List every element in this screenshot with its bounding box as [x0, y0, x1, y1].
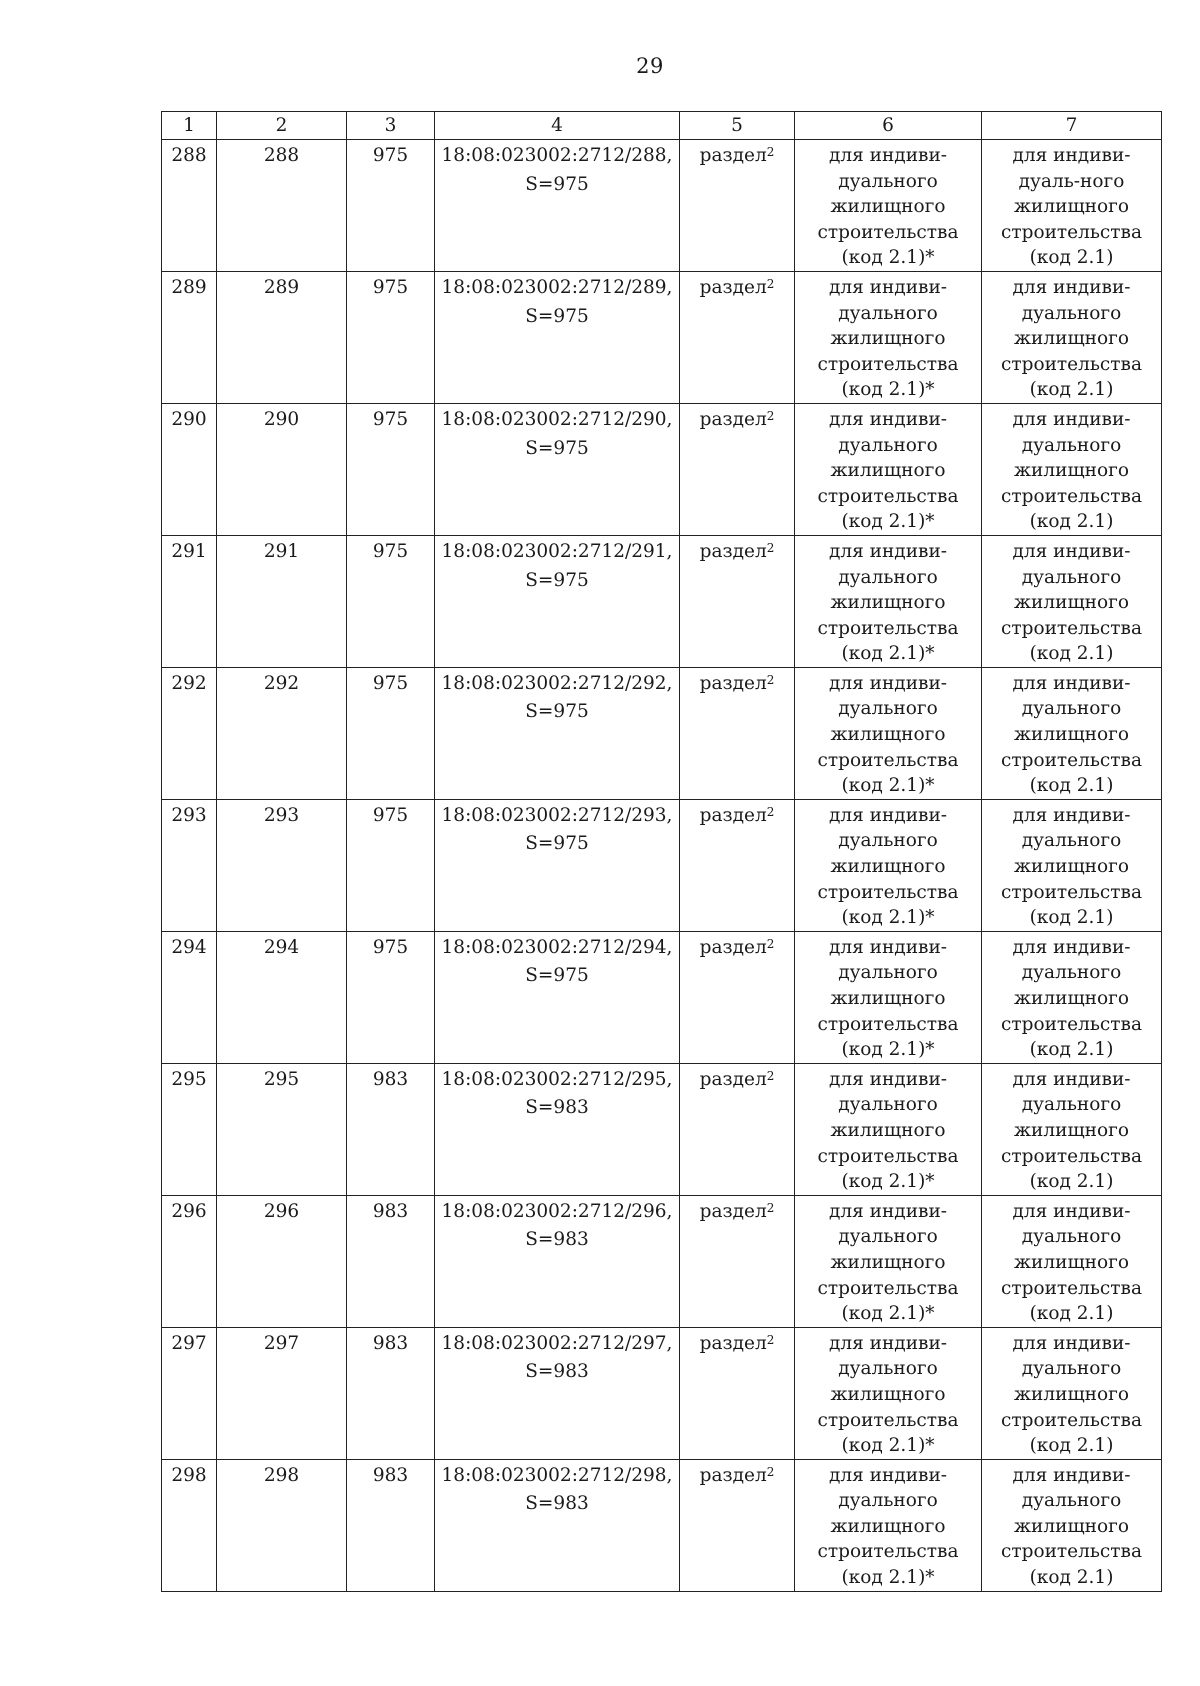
classifier-use-line: для индиви-: [1012, 1200, 1131, 1222]
classifier-use-line: для индиви-: [1012, 276, 1131, 298]
section-label: раздел: [699, 1200, 767, 1222]
permitted-use-line: строительства: [817, 221, 959, 243]
classifier-use-cell: [982, 140, 1162, 272]
classifier-use-line: строительства: [1001, 1409, 1142, 1431]
permitted-use-line: жилищного: [830, 724, 946, 746]
cadastral-cell: [435, 1063, 680, 1195]
cadastral-cell: [435, 271, 680, 403]
permitted-use-line: жилищного: [830, 328, 946, 350]
permitted-use-line: жилищного: [830, 1119, 946, 1141]
permitted-use-line: дуального: [838, 1094, 938, 1116]
section-footnote-mark: 2: [766, 804, 775, 819]
column-header: 5: [680, 112, 795, 140]
column-header: 2: [217, 112, 347, 140]
permitted-use-cell: [795, 799, 982, 931]
row-number-cell: 298: [162, 1459, 217, 1591]
cadastral-cell: [435, 931, 680, 1063]
permitted-use-line: жилищного: [830, 460, 946, 482]
classifier-use-line: дуального: [1021, 962, 1122, 984]
permitted-use-line: строительства: [817, 1541, 959, 1563]
permitted-use-cell: [795, 1063, 982, 1195]
table-row: [162, 1063, 1162, 1195]
section-label: раздел: [699, 1068, 767, 1090]
permitted-use-line: жилищного: [830, 592, 946, 614]
classifier-use-line: (код 2.1): [1029, 1171, 1114, 1193]
section-cell: [680, 1195, 795, 1327]
permitted-use-line: строительства: [817, 1277, 959, 1299]
permitted-use-line: дуального: [838, 1490, 938, 1512]
section-cell: [680, 1327, 795, 1459]
table-row: [162, 140, 1162, 272]
table-row: [162, 799, 1162, 931]
classifier-use-line: для индиви-: [1012, 1332, 1131, 1354]
classifier-use-line: дуального: [1021, 698, 1122, 720]
permitted-use-line: (код 2.1)*: [841, 1435, 935, 1457]
permitted-use-line: для индиви-: [828, 276, 948, 298]
classifier-use-line: дуального: [1021, 1226, 1122, 1248]
column-header: 1: [162, 112, 217, 140]
classifier-use-line: строительства: [1001, 1013, 1142, 1035]
section-label: раздел: [699, 1332, 767, 1354]
permitted-use-line: для индиви-: [828, 145, 948, 166]
classifier-use-cell: [982, 931, 1162, 1063]
cadastral-number: 18:08:023002:2712/296,: [441, 1200, 673, 1222]
classifier-use-cell: [982, 403, 1162, 535]
section-label: раздел: [699, 804, 767, 826]
classifier-use-line: (код 2.1): [1029, 379, 1114, 401]
row-number-cell: 291: [162, 535, 217, 667]
cadastral-number: 18:08:023002:2712/289,: [441, 276, 673, 298]
permitted-use-line: строительства: [817, 617, 959, 639]
section-cell: [680, 1459, 795, 1591]
cadastral-cell: [435, 535, 680, 667]
permitted-use-line: для индиви-: [828, 1068, 948, 1090]
plot-number-cell: 289: [217, 271, 347, 403]
classifier-use-line: дуального: [1021, 1358, 1122, 1380]
area-value-cell: 983: [347, 1063, 435, 1195]
permitted-use-line: (код 2.1)*: [841, 775, 935, 797]
classifier-use-line: жилищного: [1014, 460, 1129, 482]
cadastral-number: 18:08:023002:2712/292,: [441, 672, 673, 694]
section-cell: [680, 1063, 795, 1195]
classifier-use-line: для индиви-: [1012, 936, 1131, 958]
permitted-use-cell: [795, 403, 982, 535]
area-value-cell: 975: [347, 535, 435, 667]
classifier-use-line: для индиви-: [1012, 408, 1131, 430]
section-cell: [680, 931, 795, 1063]
permitted-use-line: (код 2.1)*: [841, 1567, 935, 1589]
plot-number-cell: 297: [217, 1327, 347, 1459]
classifier-use-line: строительства: [1001, 617, 1142, 639]
classifier-use-line: жилищного: [1014, 1383, 1129, 1405]
plot-number-cell: 292: [217, 667, 347, 799]
area-value-cell: 983: [347, 1459, 435, 1591]
section-cell: [680, 535, 795, 667]
table-body: [162, 112, 1162, 1592]
row-number-cell: 295: [162, 1063, 217, 1195]
section-footnote-mark: 2: [766, 1068, 775, 1083]
permitted-use-line: (код 2.1)*: [841, 907, 935, 929]
permitted-use-line: для индиви-: [828, 1332, 948, 1354]
cadastral-area: S=983: [525, 1097, 589, 1119]
permitted-use-line: жилищного: [830, 1515, 946, 1537]
row-number-cell: 292: [162, 667, 217, 799]
column-header: 3: [347, 112, 435, 140]
classifier-use-line: жилищного: [1014, 1515, 1129, 1537]
classifier-use-line: дуального: [1021, 302, 1122, 324]
section-label: раздел: [699, 1464, 767, 1486]
section-label: раздел: [699, 672, 767, 694]
classifier-use-line: для индиви-: [1012, 1068, 1131, 1090]
column-header: 4: [435, 112, 680, 140]
cadastral-area: S=975: [525, 833, 589, 855]
table-row: [162, 403, 1162, 535]
area-value-cell: 975: [347, 667, 435, 799]
area-value-cell: 975: [347, 931, 435, 1063]
cadastral-cell: [435, 667, 680, 799]
plot-number-cell: 296: [217, 1195, 347, 1327]
row-number-cell: 296: [162, 1195, 217, 1327]
permitted-use-line: дуального: [838, 302, 938, 324]
classifier-use-line: (код 2.1): [1029, 511, 1114, 533]
classifier-use-cell: [982, 535, 1162, 667]
permitted-use-line: (код 2.1)*: [841, 511, 935, 533]
permitted-use-line: для индиви-: [828, 936, 948, 958]
cadastral-area: S=975: [525, 305, 589, 327]
section-label: раздел: [699, 936, 767, 958]
permitted-use-line: жилищного: [830, 196, 946, 218]
cadastral-cell: [435, 1195, 680, 1327]
section-label: раздел: [699, 276, 767, 298]
classifier-use-line: строительства: [1001, 353, 1142, 375]
permitted-use-line: строительства: [817, 1409, 959, 1431]
classifier-use-line: дуального: [1021, 566, 1122, 588]
classifier-use-line: дуального: [1021, 830, 1122, 852]
cadastral-number: 18:08:023002:2712/293,: [441, 804, 673, 826]
plot-number-cell: 293: [217, 799, 347, 931]
classifier-use-cell: [982, 1063, 1162, 1195]
classifier-use-line: жилищного: [1014, 988, 1129, 1009]
classifier-use-line: строительства: [1001, 1277, 1142, 1299]
column-header: 6: [795, 112, 982, 140]
plot-number-cell: 290: [217, 403, 347, 535]
classifier-use-line: (код 2.1): [1029, 1039, 1114, 1061]
cadastral-number: 18:08:023002:2712/298,: [441, 1464, 673, 1486]
permitted-use-line: дуального: [838, 170, 938, 192]
cadastral-cell: [435, 403, 680, 535]
classifier-use-line: для индиви-: [1012, 804, 1131, 826]
permitted-use-line: строительства: [817, 353, 959, 375]
classifier-use-line: жилищного: [1014, 724, 1129, 746]
cadastral-cell: [435, 1327, 680, 1459]
permitted-use-line: для индиви-: [828, 540, 948, 562]
section-footnote-mark: 2: [766, 1332, 775, 1347]
classifier-use-cell: [982, 667, 1162, 799]
permitted-use-cell: [795, 1195, 982, 1327]
permitted-use-line: (код 2.1)*: [841, 379, 935, 401]
permitted-use-line: дуального: [838, 698, 938, 720]
cadastral-number: 18:08:023002:2712/295,: [441, 1068, 673, 1090]
permitted-use-line: дуального: [838, 434, 938, 456]
permitted-use-cell: [795, 271, 982, 403]
permitted-use-line: строительства: [817, 1145, 959, 1167]
cadastral-number: 18:08:023002:2712/294,: [441, 936, 673, 958]
classifier-use-line: (код 2.1): [1029, 247, 1114, 269]
classifier-use-line: дуаль-ного: [1018, 170, 1125, 192]
classifier-use-cell: [982, 1327, 1162, 1459]
cadastral-cell: [435, 799, 680, 931]
area-value-cell: 975: [347, 799, 435, 931]
permitted-use-cell: [795, 1459, 982, 1591]
permitted-use-line: для индиви-: [828, 408, 948, 430]
column-header: 7: [982, 112, 1162, 140]
row-number-cell: 297: [162, 1327, 217, 1459]
permitted-use-cell: [795, 931, 982, 1063]
row-number-cell: 294: [162, 931, 217, 1063]
page-number: 29: [636, 54, 664, 78]
permitted-use-line: дуального: [838, 1226, 938, 1248]
permitted-use-line: (код 2.1)*: [841, 1039, 935, 1061]
land-plots-table: [161, 111, 1162, 1592]
permitted-use-line: для индиви-: [828, 1200, 948, 1222]
area-value-cell: 983: [347, 1195, 435, 1327]
classifier-use-line: жилищного: [1014, 1119, 1129, 1141]
cadastral-area: S=975: [525, 437, 589, 459]
section-cell: [680, 799, 795, 931]
classifier-use-line: для индиви-: [1012, 672, 1131, 694]
section-cell: [680, 271, 795, 403]
classifier-use-line: для индиви-: [1012, 540, 1131, 562]
permitted-use-line: (код 2.1)*: [841, 643, 935, 665]
permitted-use-cell: [795, 667, 982, 799]
classifier-use-cell: [982, 1195, 1162, 1327]
section-footnote-mark: 2: [766, 1464, 775, 1479]
section-footnote-mark: 2: [766, 408, 775, 423]
section-footnote-mark: 2: [766, 936, 775, 951]
permitted-use-line: строительства: [817, 485, 959, 507]
permitted-use-line: для индиви-: [828, 804, 948, 826]
plot-number-cell: 288: [217, 140, 347, 272]
classifier-use-cell: [982, 799, 1162, 931]
permitted-use-line: строительства: [817, 881, 959, 903]
row-number-cell: 293: [162, 799, 217, 931]
section-cell: [680, 667, 795, 799]
cadastral-area: S=983: [525, 1361, 589, 1383]
classifier-use-line: (код 2.1): [1029, 1567, 1114, 1589]
row-number-cell: 289: [162, 271, 217, 403]
cadastral-area: S=975: [525, 701, 589, 723]
cadastral-area: S=983: [525, 1493, 589, 1515]
permitted-use-line: для индиви-: [828, 1464, 948, 1486]
table-row: [162, 1327, 1162, 1459]
classifier-use-line: (код 2.1): [1029, 907, 1114, 929]
cadastral-area: S=975: [525, 569, 589, 591]
permitted-use-cell: [795, 140, 982, 272]
permitted-use-line: (код 2.1)*: [841, 1171, 935, 1193]
area-value-cell: 975: [347, 271, 435, 403]
classifier-use-line: для индиви-: [1012, 1464, 1131, 1486]
classifier-use-line: строительства: [1001, 881, 1142, 903]
permitted-use-line: дуального: [838, 830, 938, 852]
permitted-use-cell: [795, 1327, 982, 1459]
section-footnote-mark: 2: [766, 276, 775, 291]
section-footnote-mark: 2: [766, 540, 775, 555]
permitted-use-line: строительства: [817, 1013, 959, 1035]
classifier-use-line: жилищного: [1014, 592, 1129, 614]
classifier-use-line: дуального: [1021, 1094, 1122, 1116]
classifier-use-line: строительства: [1001, 1541, 1142, 1563]
section-cell: [680, 403, 795, 535]
cadastral-number: 18:08:023002:2712/288,: [441, 145, 673, 166]
classifier-use-line: (код 2.1): [1029, 775, 1114, 797]
classifier-use-line: строительства: [1001, 485, 1142, 507]
section-footnote-mark: 2: [766, 672, 775, 687]
permitted-use-line: для индиви-: [828, 672, 948, 694]
classifier-use-line: (код 2.1): [1029, 1303, 1114, 1325]
cadastral-cell: [435, 140, 680, 272]
cadastral-number: 18:08:023002:2712/297,: [441, 1332, 673, 1354]
classifier-use-cell: [982, 1459, 1162, 1591]
permitted-use-line: жилищного: [830, 1251, 946, 1273]
classifier-use-line: (код 2.1): [1029, 643, 1114, 665]
plot-number-cell: 294: [217, 931, 347, 1063]
classifier-use-line: строительства: [1001, 221, 1142, 243]
permitted-use-line: жилищного: [830, 988, 946, 1009]
table-row: [162, 271, 1162, 403]
permitted-use-line: дуального: [838, 962, 938, 984]
permitted-use-line: жилищного: [830, 856, 946, 878]
cadastral-number: 18:08:023002:2712/291,: [441, 540, 673, 562]
header-row: [162, 112, 1162, 140]
classifier-use-line: дуального: [1021, 1490, 1122, 1512]
permitted-use-line: дуального: [838, 1358, 938, 1380]
plot-number-cell: 291: [217, 535, 347, 667]
permitted-use-cell: [795, 535, 982, 667]
permitted-use-line: (код 2.1)*: [841, 1303, 935, 1325]
classifier-use-line: строительства: [1001, 1145, 1142, 1167]
section-label: раздел: [699, 408, 767, 430]
table-row: [162, 667, 1162, 799]
cadastral-area: S=975: [525, 965, 589, 987]
table-row: [162, 931, 1162, 1063]
area-value-cell: 975: [347, 403, 435, 535]
area-value-cell: 983: [347, 1327, 435, 1459]
permitted-use-line: дуального: [838, 566, 938, 588]
section-cell: [680, 140, 795, 272]
classifier-use-cell: [982, 271, 1162, 403]
row-number-cell: 288: [162, 140, 217, 272]
permitted-use-line: (код 2.1)*: [841, 247, 935, 269]
section-footnote-mark: 2: [766, 1200, 775, 1215]
cadastral-area: S=983: [525, 1229, 589, 1251]
classifier-use-line: жилищного: [1014, 856, 1129, 878]
table-row: [162, 1195, 1162, 1327]
classifier-use-line: строительства: [1001, 749, 1142, 771]
classifier-use-line: дуального: [1021, 434, 1122, 456]
classifier-use-line: жилищного: [1014, 196, 1129, 218]
permitted-use-line: строительства: [817, 749, 959, 771]
table-row: [162, 1459, 1162, 1591]
section-label: раздел: [699, 540, 767, 562]
classifier-use-line: для индиви-: [1012, 145, 1131, 166]
plot-number-cell: 298: [217, 1459, 347, 1591]
permitted-use-line: жилищного: [830, 1383, 946, 1405]
section-label: раздел: [699, 145, 767, 166]
cadastral-cell: [435, 1459, 680, 1591]
area-value-cell: 975: [347, 140, 435, 272]
classifier-use-line: (код 2.1): [1029, 1435, 1114, 1457]
plot-number-cell: 295: [217, 1063, 347, 1195]
classifier-use-line: жилищного: [1014, 1251, 1129, 1273]
cadastral-number: 18:08:023002:2712/290,: [441, 408, 673, 430]
cadastral-area: S=975: [525, 173, 589, 195]
section-footnote-mark: 2: [766, 145, 775, 159]
row-number-cell: 290: [162, 403, 217, 535]
classifier-use-line: жилищного: [1014, 328, 1129, 350]
table-row: [162, 535, 1162, 667]
